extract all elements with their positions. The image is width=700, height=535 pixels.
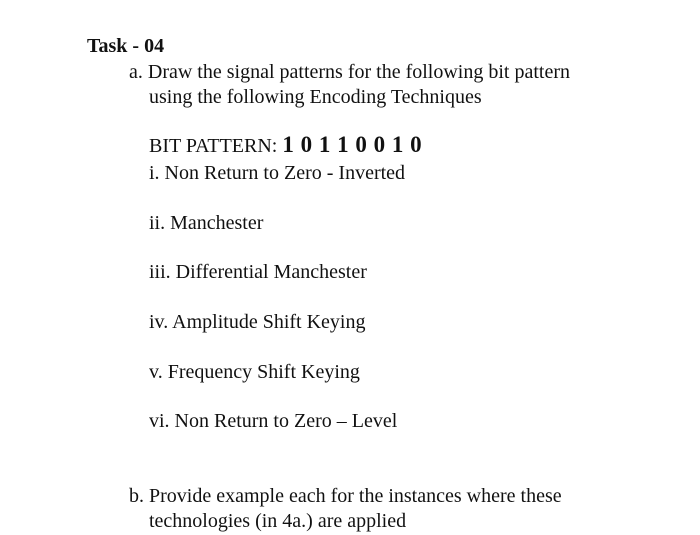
- part-a-line-1: a. Draw the signal patterns for the following bit pattern: [129, 61, 570, 83]
- technique-nrz-i: i. Non Return to Zero - Inverted: [149, 162, 406, 184]
- part-b-line-2: technologies (in 4a.) are applied: [149, 510, 407, 532]
- technique-fsk: v. Frequency Shift Keying: [149, 361, 360, 383]
- bit-pattern-line: [149, 133, 422, 158]
- bit-pattern-value: 1 0 1 1 0 0 1 0: [282, 132, 423, 157]
- technique-ask: iv. Amplitude Shift Keying: [149, 311, 366, 333]
- technique-nrz-l: vi. Non Return to Zero – Level: [149, 410, 398, 432]
- bit-pattern-label: BIT PATTERN:: [149, 135, 283, 157]
- part-a-line-2: using the following Encoding Techniques: [149, 86, 482, 108]
- technique-differential-manchester: iii. Differential Manchester: [149, 261, 367, 283]
- technique-manchester: ii. Manchester: [149, 212, 264, 234]
- task-title: Task - 04: [87, 35, 165, 57]
- part-b-line-1: b. Provide example each for the instances where these: [129, 485, 562, 507]
